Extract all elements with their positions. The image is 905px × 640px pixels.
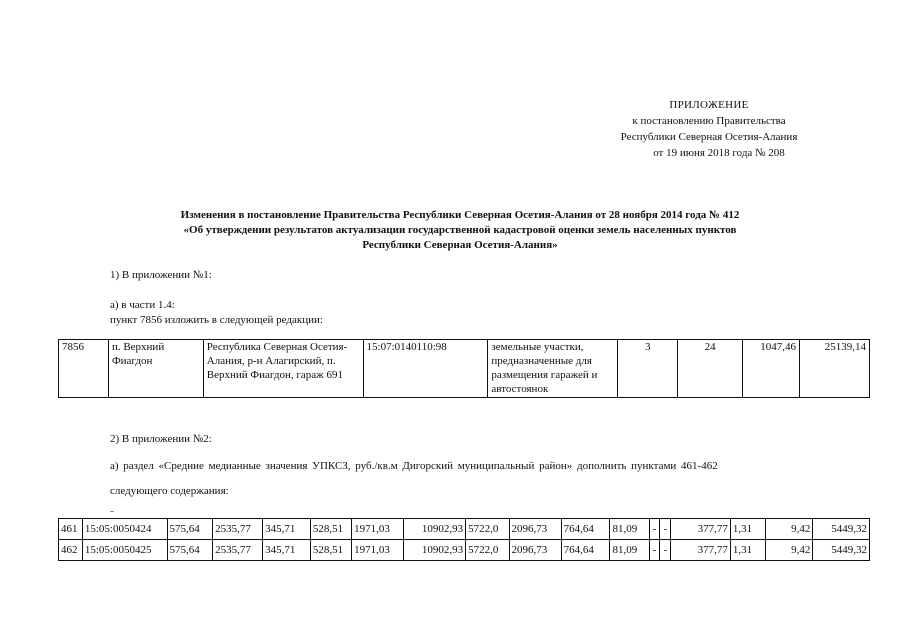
cell-land-type: земельные участки, предназначенные для размещения гаражей и автостоянок [488,340,618,398]
table-row [59,519,870,540]
cell-value: - [660,540,671,561]
cell-cadastral-number: 15:07:0140110:98 [363,340,488,398]
cell-number: 461 [59,519,83,540]
cell-total-value: 25139,14 [799,340,869,398]
cell-value: 1971,03 [352,540,404,561]
cell-value: 2096,73 [509,540,561,561]
table-row [59,540,870,561]
table-appendix-2 [58,518,870,561]
cell-number: 462 [59,540,83,561]
cell-value: 575,64 [167,540,213,561]
table-row [59,340,870,398]
cell-value: 345,71 [263,519,311,540]
appendix-title: ПРИЛОЖЕНИЕ [669,99,749,111]
cell-value: 1,31 [730,540,765,561]
cell-value: 10902,93 [404,540,466,561]
cell-value: 9,42 [765,519,813,540]
cell-number: 7856 [59,340,109,398]
cell-value: 1971,03 [352,519,404,540]
cell-value: 2535,77 [213,519,263,540]
cell-value: 345,71 [263,540,311,561]
cell-group: 3 [618,340,678,398]
cell-value: 764,64 [561,519,610,540]
cell-value: 81,09 [610,540,649,561]
section1-instruction: пункт 7856 изложить в следующей редакции: [110,314,323,326]
cell-value: - [649,540,660,561]
cell-value: 2535,77 [213,540,263,561]
cell-unit-value: 1047,46 [743,340,800,398]
section1-label: 1) В приложении №1: [110,269,212,281]
cell-value: 1,31 [730,519,765,540]
cell-value: 5722,0 [466,540,509,561]
divider-mark [110,511,114,512]
cell-address: Республика Северная Осетия-Алания, р-н Алагирский, п. Верхний Фиагдон, гараж 691 [203,340,363,398]
appendix-date: от 19 июня 2018 года № 208 [653,147,785,159]
cell-value: 5722,0 [466,519,509,540]
cell-locality: п. Верхний Фиагдон [108,340,203,398]
cell-value: - [660,519,671,540]
heading-line-3: Республики Северная Осетия-Алания» [362,239,558,251]
section2-text-line-2: следующего содержания: [110,485,229,497]
section2-label: 2) В приложении №2: [110,433,212,445]
cell-area: 24 [678,340,743,398]
heading-line-2: «Об утверждении результатов актуализации государственной кадастровой оценки земель населенных пунктов [183,224,737,236]
cell-value: 10902,93 [404,519,466,540]
cell-value: - [649,519,660,540]
cell-value: 528,51 [310,519,351,540]
section2-text-line-1: а) раздел «Средние медианные значения УПКСЗ, руб./кв.м Дигорский муниципальный район» дополнить пунктами 461-462 [110,460,718,472]
cell-value: 528,51 [310,540,351,561]
cell-value: 2096,73 [509,519,561,540]
cell-cadastral-quarter: 15:05:0050425 [82,540,167,561]
table-appendix-1 [58,339,870,398]
appendix-line-2: Республики Северная Осетия-Алания [620,131,798,143]
cell-value: 377,77 [671,540,731,561]
cell-value: 9,42 [765,540,813,561]
cell-value: 575,64 [167,519,213,540]
cell-value: 377,77 [671,519,731,540]
cell-value: 5449,32 [813,519,870,540]
cell-value: 81,09 [610,519,649,540]
appendix-line-1: к постановлению Правительства [632,115,786,127]
cell-value: 5449,32 [813,540,870,561]
cell-cadastral-quarter: 15:05:0050424 [82,519,167,540]
heading-line-1: Изменения в постановление Правительства Республики Северная Осетия-Алания от 28 ноября 2014 года № 412 [180,209,740,221]
section1-part: а) в части 1.4: [110,299,175,311]
appendix-header [579,97,839,161]
cell-value: 764,64 [561,540,610,561]
document-heading [100,208,820,253]
